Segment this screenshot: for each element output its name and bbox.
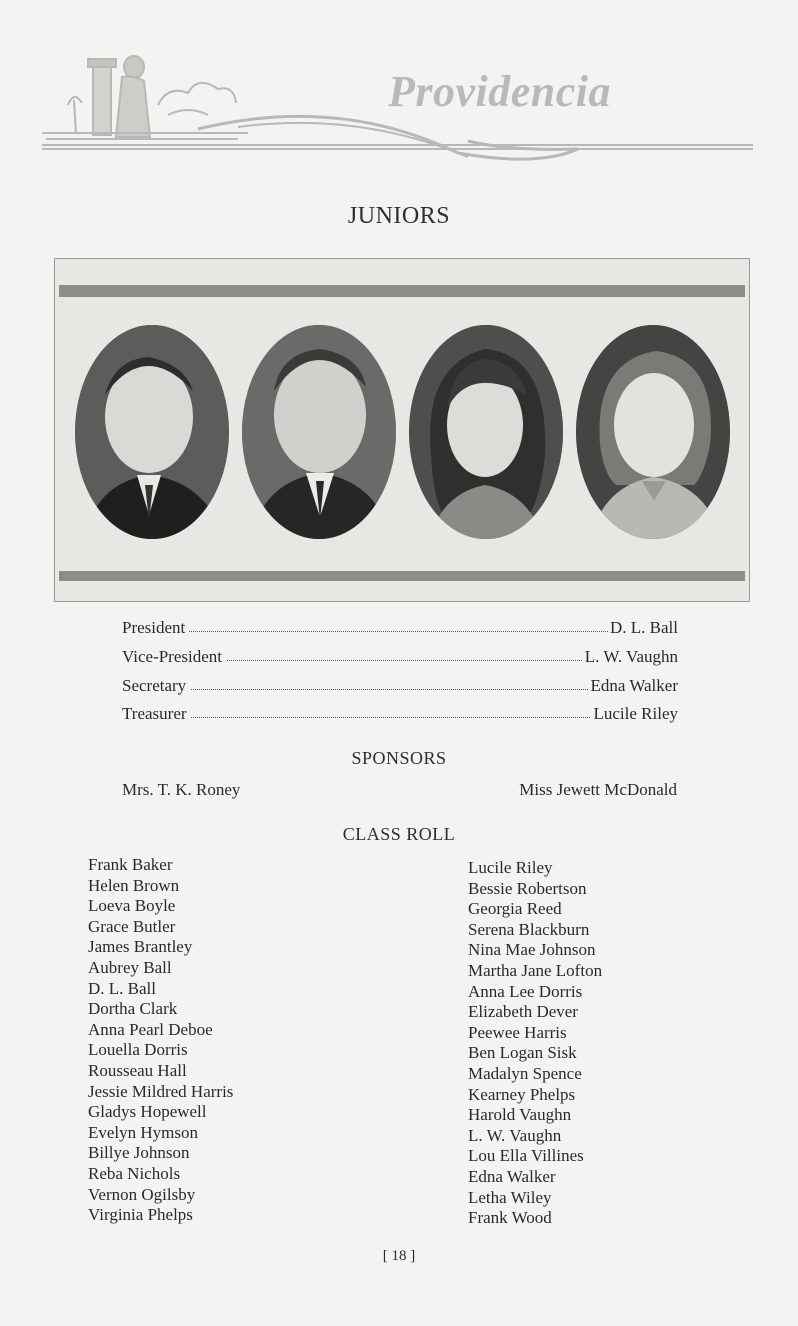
portrait-photo-1 bbox=[75, 325, 229, 539]
leader-dots bbox=[122, 631, 678, 632]
officer-row-president bbox=[122, 618, 678, 640]
roll-name: Nina Mae Johnson bbox=[468, 940, 596, 960]
portrait-photo-4 bbox=[576, 325, 730, 539]
roll-name: Loeva Boyle bbox=[88, 896, 176, 916]
portrait-panel bbox=[54, 258, 750, 602]
page-number: [ 18 ] bbox=[382, 1248, 416, 1264]
officer-row-treasurer bbox=[122, 704, 678, 726]
class-roll-right-column bbox=[468, 858, 602, 1229]
portrait-photo-3 bbox=[409, 325, 563, 539]
roll-name: Vernon Ogilsby bbox=[88, 1184, 196, 1204]
roll-name: Georgia Reed bbox=[468, 899, 562, 919]
sponsor-left: Mrs. T. K. Roney bbox=[122, 780, 241, 799]
roll-name: L. W. Vaughn bbox=[468, 1125, 562, 1145]
roll-name: Reba Nichols bbox=[88, 1163, 181, 1183]
roll-name: Dortha Clark bbox=[88, 999, 178, 1019]
officer-name: Lucile Riley bbox=[593, 704, 678, 723]
roll-name: Kearney Phelps bbox=[468, 1084, 576, 1104]
roll-name: Frank Baker bbox=[88, 855, 173, 874]
roll-name: D. L. Ball bbox=[88, 978, 156, 998]
officer-role: Vice-President bbox=[122, 647, 226, 667]
officer-row-secretary bbox=[122, 676, 678, 698]
roll-name: Bessie Robertson bbox=[468, 878, 587, 898]
roll-name: Lucile Riley bbox=[468, 858, 553, 877]
roll-name: Anna Lee Dorris bbox=[468, 981, 583, 1001]
panel-stripe-bottom bbox=[59, 571, 745, 581]
panel-stripe-top bbox=[59, 285, 745, 297]
class-roll-heading: CLASS ROLL bbox=[342, 824, 456, 844]
masthead-title: Providencia bbox=[388, 67, 612, 116]
officer-row-vice-president bbox=[122, 647, 678, 669]
roll-name: Gladys Hopewell bbox=[88, 1102, 207, 1122]
roll-name: Anna Pearl Deboe bbox=[88, 1019, 213, 1039]
roll-name: Frank Wood bbox=[468, 1208, 552, 1228]
roll-name: Ben Logan Sisk bbox=[468, 1043, 577, 1063]
roll-name: Virginia Phelps bbox=[88, 1205, 193, 1225]
roll-name: Lou Ella Villines bbox=[468, 1146, 584, 1166]
roll-name: Billye Johnson bbox=[88, 1143, 190, 1163]
roll-name: Aubrey Ball bbox=[88, 957, 172, 977]
officer-name: D. L. Ball bbox=[610, 618, 678, 637]
officer-name: L. W. Vaughn bbox=[584, 647, 678, 666]
roll-name: Martha Jane Lofton bbox=[468, 960, 603, 980]
sponsors-heading: SPONSORS bbox=[351, 748, 447, 768]
class-roll-left-column bbox=[88, 855, 233, 1226]
roll-name: Elizabeth Dever bbox=[468, 1002, 578, 1022]
roll-name: Evelyn Hymson bbox=[88, 1122, 199, 1142]
roll-name: Rousseau Hall bbox=[88, 1060, 187, 1080]
roll-name: Edna Walker bbox=[468, 1166, 556, 1186]
page-title: JUNIORS bbox=[347, 203, 451, 229]
roll-name: Helen Brown bbox=[88, 875, 180, 895]
portrait-photo-2 bbox=[242, 325, 396, 539]
sponsor-right: Miss Jewett McDonald bbox=[519, 780, 677, 799]
roll-name: Letha Wiley bbox=[468, 1187, 552, 1207]
roll-name: Harold Vaughn bbox=[468, 1105, 572, 1125]
officer-role: President bbox=[122, 618, 189, 638]
roll-name: Madalyn Spence bbox=[468, 1063, 582, 1083]
roll-name: Louella Dorris bbox=[88, 1040, 188, 1060]
roll-name: Serena Blackburn bbox=[468, 919, 590, 939]
roll-name: James Brantley bbox=[88, 937, 193, 957]
roll-name: Jessie Mildred Harris bbox=[88, 1081, 234, 1101]
roll-name: Peewee Harris bbox=[468, 1022, 567, 1042]
officer-role: Secretary bbox=[122, 676, 190, 696]
officer-name: Edna Walker bbox=[590, 676, 678, 695]
roll-name: Grace Butler bbox=[88, 916, 176, 936]
officer-role: Treasurer bbox=[122, 704, 191, 724]
